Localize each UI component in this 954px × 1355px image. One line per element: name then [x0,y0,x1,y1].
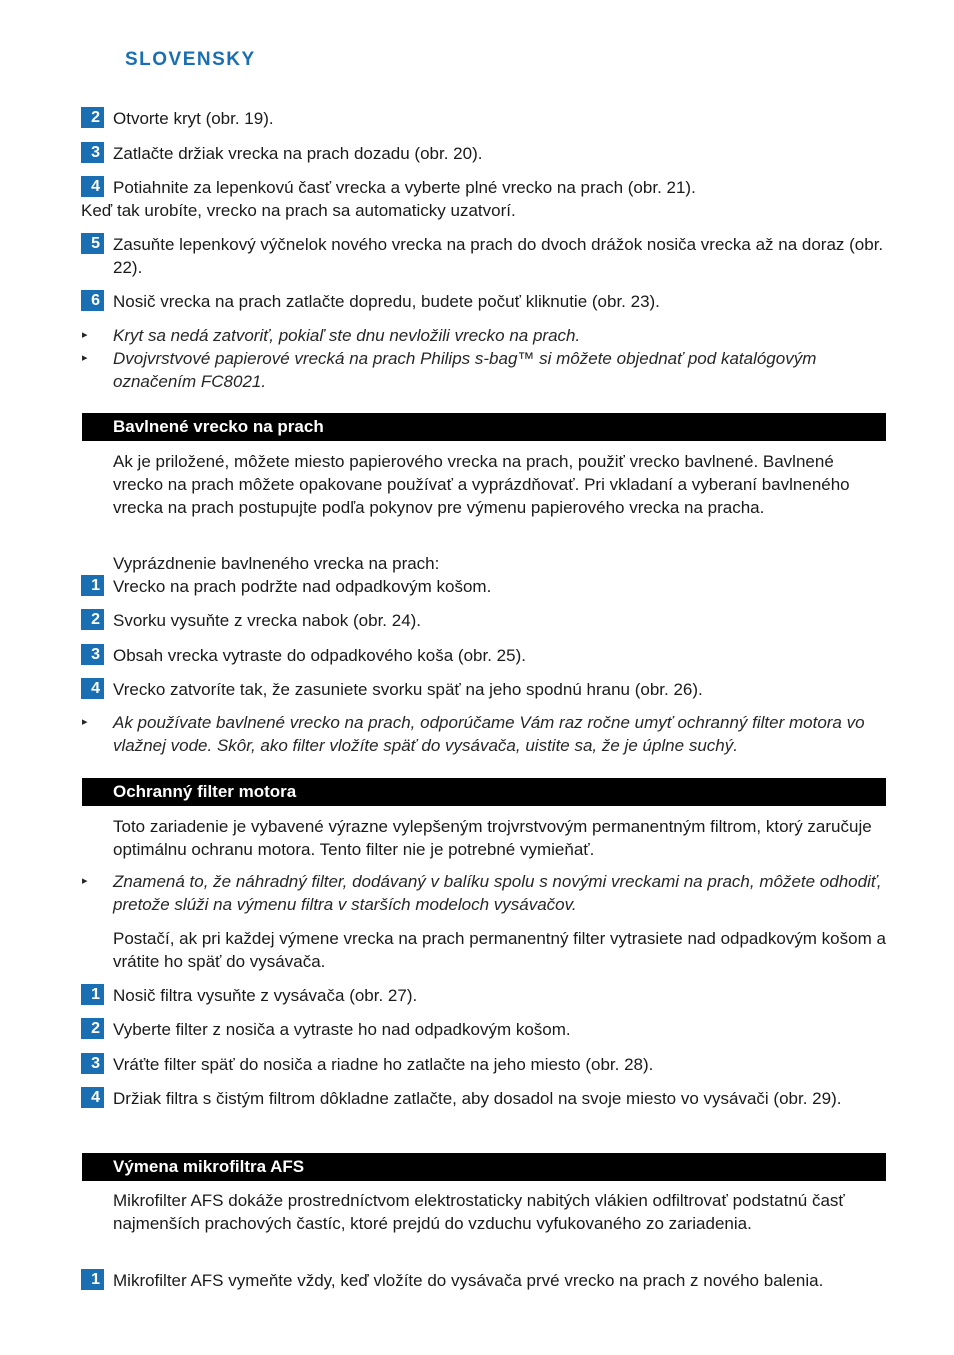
bullet-arrow-icon: ▸ [82,352,88,364]
step-text: Obsah vrecka vytraste do odpadkového koša (obr. 25). [113,646,526,665]
tip-text: Kryt sa nedá zatvoriť, pokiaľ ste dnu nevložili vrecko na prach. [113,326,581,345]
step-number: 4 [81,1087,104,1108]
step-text: Vyberte filter z nosiča a vytraste ho nad odpadkovým košom. [113,1020,571,1039]
step-number: 1 [81,575,104,596]
bullet-arrow-icon: ▸ [82,716,88,728]
step-number: 6 [81,290,104,311]
step-number: 3 [81,644,104,665]
section-intro: Mikrofilter AFS dokáže prostredníctvom elektrostaticky nabitých vlákien odfiltrovať podstatnú časť najmenších prachových častíc, ktoré prejdú do vzduchu vyfukovaného zo zariadenia. [113,1191,845,1233]
step-number: 2 [81,107,104,128]
tip-text: Ak používate bavlnené vrecko na prach, odporúčame Vám raz ročne umyť ochranný filter motora vo vlažnej vode. Skôr, ako filter vložíte späť do vysávača, uistite sa, že je úplne suchý. [113,713,865,755]
step-text: Vráťte filter späť do nosiča a riadne ho zatlačte na jeho miesto (obr. 28). [113,1055,654,1074]
step-number: 4 [81,678,104,699]
section-paragraph: Postačí, ak pri každej výmene vrecka na prach permanentný filter vytrasiete nad odpadkovým košom a vrátite ho späť do vysávača. [113,929,886,971]
step-text: Nosič vrecka na prach zatlačte dopredu, budete počuť kliknutie (obr. 23). [113,292,660,311]
step-text: Držiak filtra s čistým filtrom dôkladne zatlačte, aby dosadol na svoje miesto vo vysávači (obr. 29). [113,1089,842,1108]
section-heading: Výmena mikrofiltra AFS [82,1153,886,1181]
bullet-arrow-icon: ▸ [82,875,88,887]
language-header: SLOVENSKY [125,49,256,70]
tip-text: Dvojvrstvové papierové vrecká na prach Philips s-bag™ si môžete objednať pod katalógovým označením FC8021. [113,349,817,391]
step-text: Nosič filtra vysuňte z vysávača (obr. 27). [113,986,418,1005]
step-text: Mikrofilter AFS vymeňte vždy, keď vložíte do vysávača prvé vrecko na prach z nového balenia. [113,1271,824,1290]
step-text: Otvorte kryt (obr. 19). [113,109,274,128]
step-number: 3 [81,1053,104,1074]
step-number: 3 [81,142,104,163]
step-text: Potiahnite za lepenkovú časť vrecka a vyberte plné vrecko na prach (obr. 21). [113,178,696,197]
section-intro: Ak je priložené, môžete miesto papierového vrecka na prach, použiť vrecko bavlnené. Bavlnené vrecko na prach môžete opakovane používať a vyprázdňovať. Pri vkladaní a vyberaní bavlneného vrecka na prach postupujte podľa pokynov pre výmenu papierového vrecka na pracha. [113,452,850,517]
step-number: 4 [81,176,104,197]
step-number: 2 [81,609,104,630]
step-number: 5 [81,233,104,254]
section-heading: Bavlnené vrecko na prach [82,413,886,441]
section-lead: Vyprázdnenie bavlneného vrecka na prach: [113,554,440,573]
step-text: Svorku vysuňte z vrecka nabok (obr. 24). [113,611,422,630]
step-text: Zatlačte držiak vrecka na prach dozadu (obr. 20). [113,144,483,163]
bullet-arrow-icon: ▸ [82,329,88,341]
step-text: Vrecko zatvoríte tak, že zasuniete svorku späť na jeho spodnú hranu (obr. 26). [113,680,703,699]
tip-text: Znamená to, že náhradný filter, dodávaný v balíku spolu s novými vreckami na prach, môžete odhodiť, pretože slúži na výmenu filtra v starších modeloch vysávačov. [113,872,882,914]
step-number: 2 [81,1018,104,1039]
step-text: Zasuňte lepenkový výčnelok nového vrecka na prach do dvoch drážok nosiča vrecka až na doraz (obr. 22). [113,235,884,277]
step-number: 1 [81,984,104,1005]
step-number: 1 [81,1269,104,1290]
section-heading: Ochranný filter motora [82,778,886,806]
section-intro: Toto zariadenie je vybavené výrazne vylepšeným trojvrstvovým permanentným filtrom, ktorý zaručuje optimálnu ochranu motora. Tento filter nie je potrebné vymieňať. [113,817,872,859]
step-text: Vrecko na prach podržte nad odpadkovým košom. [113,577,492,596]
